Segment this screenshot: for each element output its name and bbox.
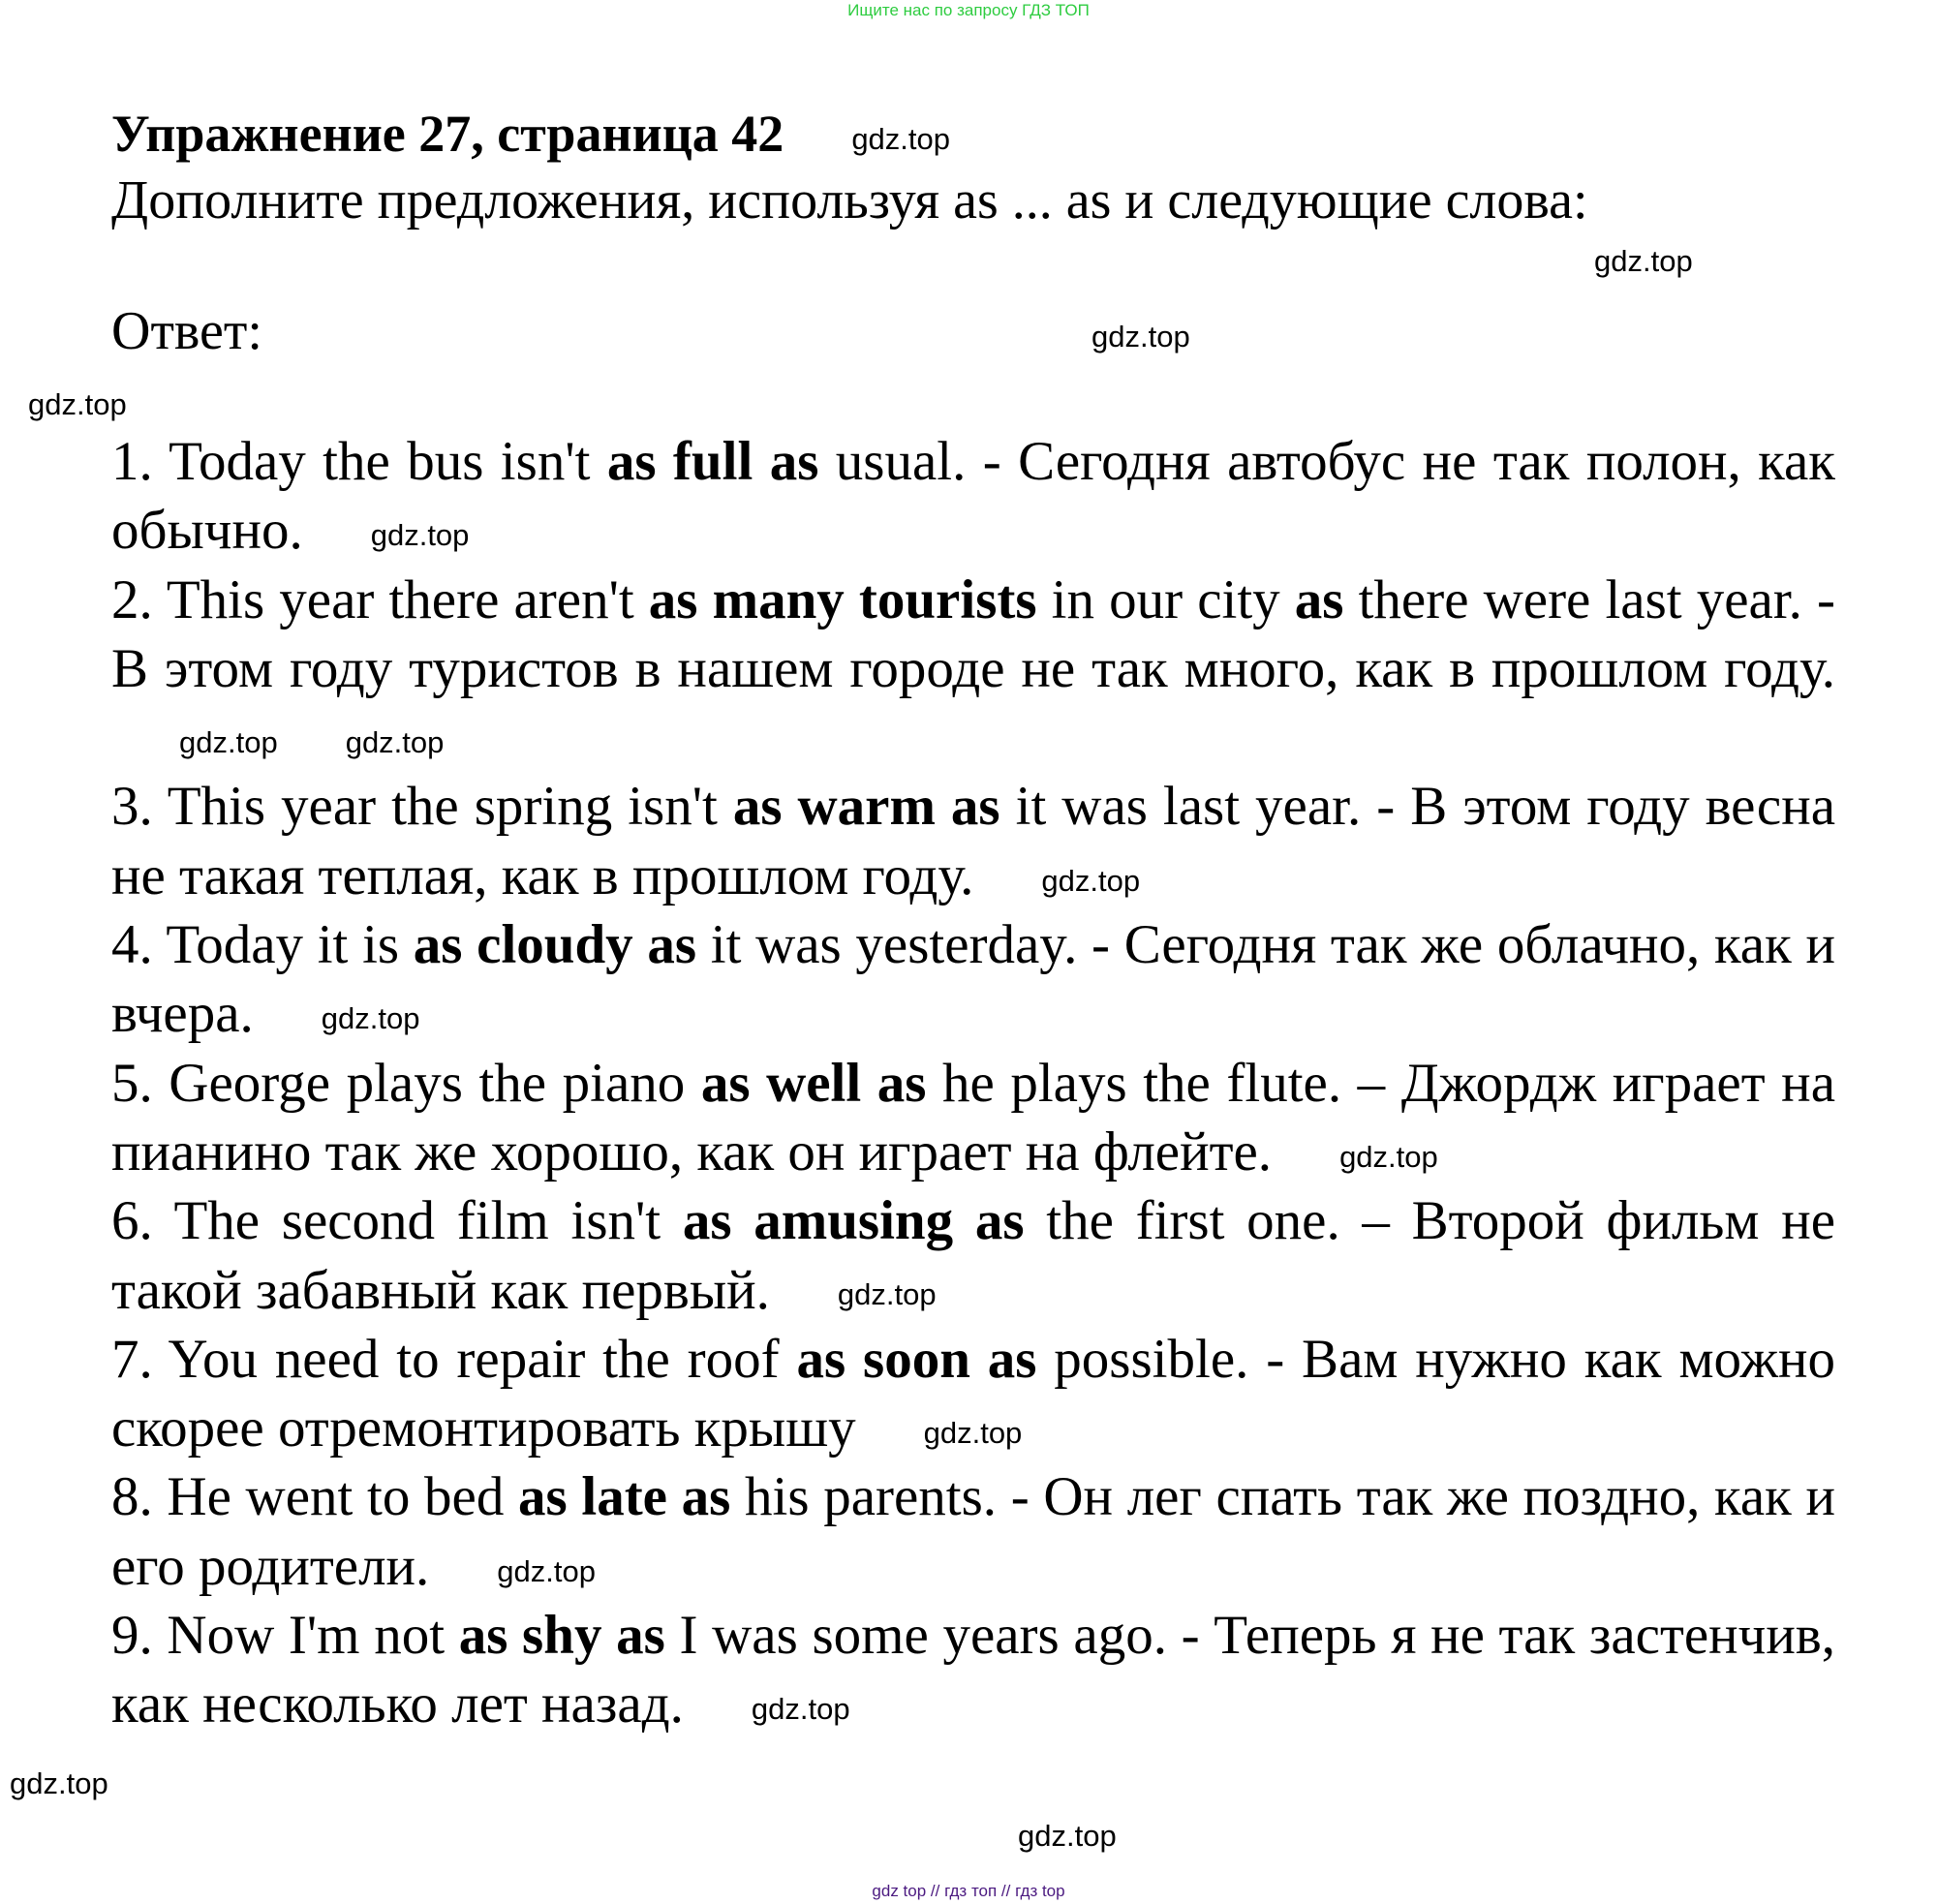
- content-flow: [10, 427, 1836, 1875]
- item-text: usual. - Сегодня автобус не так полон, как обычно.: [111, 431, 1835, 562]
- item-text: it was yesterday. - Сегодня так же облачно, как и вчера.: [111, 914, 1835, 1045]
- watermark: gdz.top: [370, 518, 470, 553]
- item-text: it was last year. - В этом году весна не такая теплая, как в прошлом году.: [111, 776, 1836, 906]
- item-bold: as many tourists: [648, 568, 1037, 630]
- top-banner: Ищите нас по запросу ГДЗ ТОП: [847, 1, 1090, 19]
- item-bold: as full as: [606, 431, 819, 492]
- answer-item: [111, 772, 1835, 910]
- watermark: gdz.top: [751, 1692, 850, 1727]
- answer-item: [111, 1325, 1835, 1463]
- bottom-banner: gdz top // гдз топ // гдз top: [872, 1882, 1065, 1900]
- watermark: gdz.top: [1018, 1818, 1117, 1853]
- watermark: gdz.top: [923, 1416, 1023, 1451]
- watermark: gdz.top: [837, 1277, 937, 1312]
- item-bold: as amusing as: [682, 1190, 1025, 1252]
- item-bold: as: [1294, 568, 1344, 630]
- item-text: there were last year. - В этом году туристов в нашем городе не так много, как в прошлом году.: [111, 568, 1835, 699]
- answer-item: [111, 1462, 1835, 1601]
- watermark: gdz.top: [851, 121, 951, 156]
- answer-item: [111, 1601, 1835, 1739]
- item-bold: as warm as: [732, 776, 1000, 838]
- item-text: his parents. - Он лег спать так же поздно, как и его родители.: [111, 1466, 1835, 1597]
- item-text: 6. The second film isn't: [111, 1190, 683, 1252]
- watermark: gdz.top: [1041, 863, 1141, 898]
- watermark: gdz.top: [1339, 1139, 1438, 1174]
- item-text: 5. George plays the piano: [111, 1052, 701, 1114]
- answer-item: [111, 1186, 1835, 1325]
- item-text: I was some years ago. - Теперь я не так застенчив, как несколько лет назад.: [111, 1605, 1835, 1735]
- item-text: possible. - Вам нужно как можно скорее отремонтировать крышу: [111, 1328, 1835, 1459]
- answer-item: [111, 427, 1835, 566]
- item-text: in our city: [1036, 568, 1295, 630]
- item-bold: as shy as: [458, 1605, 665, 1667]
- watermark: gdz.top: [1594, 244, 1693, 278]
- watermark: gdz.top: [10, 1766, 108, 1800]
- item-text: 8. He went to bed: [111, 1466, 519, 1528]
- item-text: 9. Now I'm not: [111, 1605, 459, 1667]
- item-text: he plays the flute. – Джордж играет на пианино так же хорошо, как он играет на флейте.: [111, 1052, 1835, 1182]
- item-text: 1. Today the bus isn't: [111, 431, 607, 492]
- footer-watermarks: [10, 1759, 1835, 1875]
- page-title-row: [111, 105, 950, 163]
- answer-label: Ответ:: [111, 301, 262, 361]
- watermark: gdz.top: [1091, 320, 1190, 353]
- item-text: 7. You need to repair the roof: [111, 1328, 797, 1390]
- item-text: 2. This year there aren't: [111, 568, 649, 630]
- watermark: gdz.top: [345, 725, 445, 760]
- item-text: 3. This year the spring isn't: [111, 776, 733, 838]
- watermark: gdz.top: [497, 1553, 596, 1588]
- watermark: gdz.top: [321, 1001, 420, 1036]
- item-text: 4. Today it is: [111, 914, 414, 976]
- item-bold: as soon as: [796, 1328, 1037, 1390]
- item-bold: as cloudy as: [413, 914, 697, 976]
- answer-item: [111, 1049, 1835, 1187]
- item-bold: as late as: [518, 1466, 731, 1528]
- answer-list: [111, 427, 1835, 1739]
- watermark: gdz.top: [28, 387, 127, 421]
- item-bold: as well as: [700, 1052, 927, 1114]
- watermark: gdz.top: [179, 725, 278, 760]
- item-text: the first one. – Второй фильм не такой забавный как первый.: [111, 1190, 1835, 1321]
- page-title: Упражнение 27, страница 42: [111, 105, 784, 163]
- task-text: Дополните предложения, используя as ... as и следующие слова:: [111, 170, 1588, 230]
- answer-item: [111, 910, 1835, 1049]
- answer-item: [111, 566, 1835, 773]
